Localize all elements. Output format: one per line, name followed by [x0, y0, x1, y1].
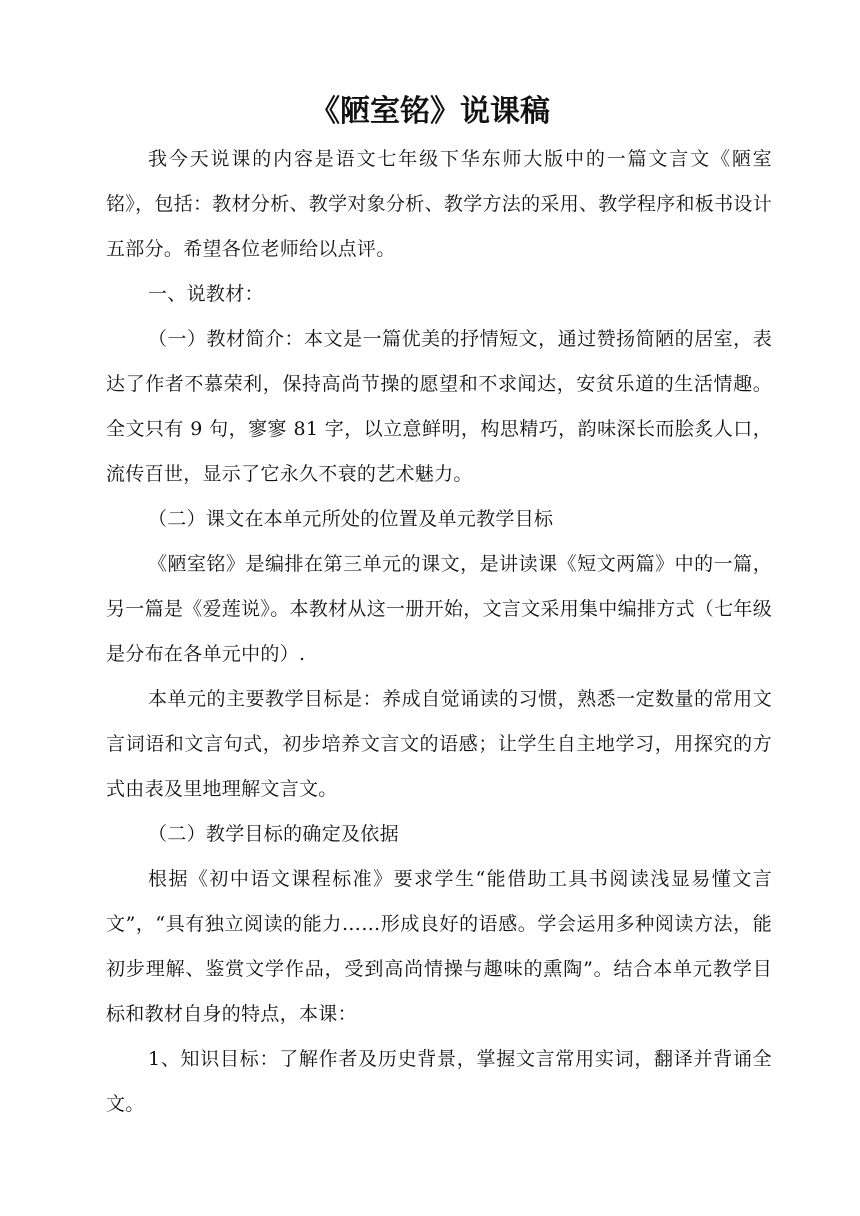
document-body	[106, 137, 772, 1127]
subheading-teaching-goals: （二）教学目标的确定及依据	[148, 823, 399, 845]
paragraph-unit-position: 《陋室铭》是编排在第三单元的课文，是讲读课《短文两篇》中的一篇，另一篇是《爱莲说》。本教材从这一册开始，文言文采用集中编排方式（七年级是分布在各单元中的）.	[106, 553, 773, 665]
paragraph-unit-goals: 本单元的主要教学目标是：养成自觉诵读的习惯，熟悉一定数量的常用文言词语和文言句式，初步培养文言文的语感；让学生自主地学习，用探究的方式由表及里地理解文言文。	[106, 688, 772, 800]
paragraph-curriculum-basis: 根据《初中语文课程标准》要求学生“能借助工具书阅读浅显易懂文言文”，“具有独立阅读的能力……形成良好的语感。学会运用多种阅读方法，能初步理解、鉴赏文学作品，受到高尚情操与趣味的熏陶”。结合本单元教学目标和教材自身的特点，本课：	[106, 868, 772, 1025]
paragraph-textbook-summary: （一）教材简介：本文是一篇优美的抒情短文，通过赞扬简陋的居室，表达了作者不慕荣利，保持高尚节操的愿望和不求闻达，安贫乐道的生活情趣。全文只有 9 句，寥寥 81 字，以立意鲜明，构思精巧，韵味深长而脍炙人口，流传百世，显示了它永久不衰的艺术魅力。	[106, 328, 772, 485]
page-title: 《陋室铭》说课稿	[310, 94, 550, 129]
section-heading-textbook: 一、说教材：	[148, 283, 264, 305]
subheading-unit-position: （二）课文在本单元所处的位置及单元教学目标	[148, 508, 554, 530]
paragraph-knowledge-goal: 1、知识目标：了解作者及历史背景，掌握文言常用实词，翻译并背诵全文。	[106, 1048, 772, 1115]
paragraph-intro: 我今天说课的内容是语文七年级下华东师大版中的一篇文言文《陋室铭》，包括：教材分析、教学对象分析、教学方法的采用、教学程序和板书设计五部分。希望各位老师给以点评。	[106, 148, 773, 260]
